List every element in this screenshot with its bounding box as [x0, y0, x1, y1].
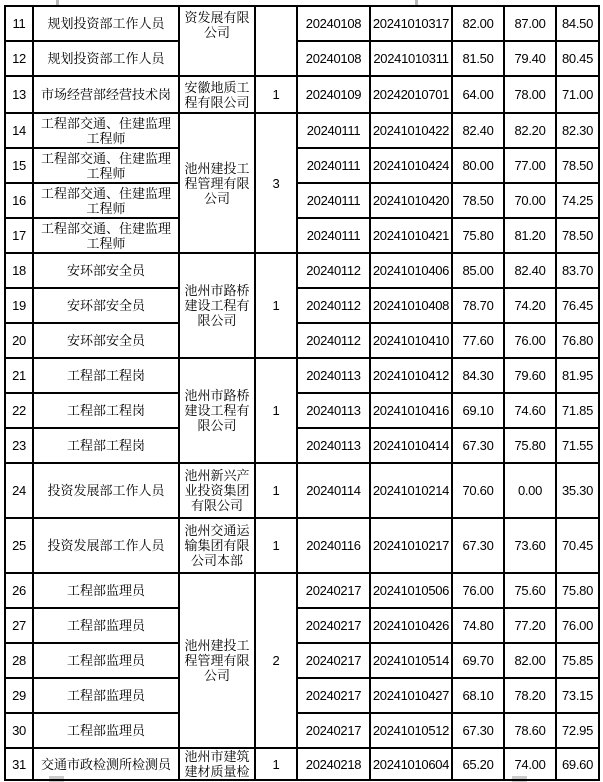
cell-score2: 78.00 [504, 76, 556, 113]
cell-count: 1 [255, 518, 297, 573]
cell-date: 20240113 [297, 428, 370, 463]
cell-row-number: 23 [5, 428, 33, 463]
cell-score1: 67.30 [452, 713, 504, 748]
cell-position: 安环部安全员 [33, 253, 179, 288]
table-row [5, 41, 599, 76]
cell-position: 工程部工程岗 [33, 428, 179, 463]
cell-score1: 84.30 [452, 358, 504, 393]
cell-date: 20240111 [297, 148, 370, 183]
cell-position: 工程部工程岗 [33, 393, 179, 428]
cell-score3: 78.50 [556, 218, 599, 253]
cell-score3: 71.85 [556, 393, 599, 428]
cell-row-number: 20 [5, 323, 33, 358]
cell-row-number: 12 [5, 41, 33, 76]
cell-score3: 76.80 [556, 323, 599, 358]
cell-count: 1 [255, 253, 297, 358]
cell-company: 池州市路桥建设工程有限公司 [179, 358, 255, 463]
cell-position: 工程部监理员 [33, 643, 179, 678]
score-table-body [5, 6, 599, 780]
cell-score3: 80.45 [556, 41, 599, 76]
cell-score3: 76.45 [556, 288, 599, 323]
cell-score3: 35.30 [556, 463, 599, 518]
cell-score2: 82.00 [504, 643, 556, 678]
table-row [5, 358, 599, 393]
cell-date: 20240217 [297, 573, 370, 608]
cell-position: 规划投资部工作人员 [33, 6, 179, 41]
cell-date: 20240111 [297, 183, 370, 218]
cell-company: 池州市路桥建设工程有限公司 [179, 253, 255, 358]
cell-row-number: 24 [5, 463, 33, 518]
cell-code: 20241010317 [370, 6, 452, 41]
cell-position: 工程部工程岗 [33, 358, 179, 393]
table-row [5, 608, 599, 643]
cell-position: 市场经营部经营技术岗 [33, 76, 179, 113]
cell-date: 20240112 [297, 288, 370, 323]
cell-position: 安环部安全员 [33, 288, 179, 323]
cell-row-number: 22 [5, 393, 33, 428]
cell-position: 工程部监理员 [33, 713, 179, 748]
cell-row-number: 18 [5, 253, 33, 288]
cell-date: 20240114 [297, 463, 370, 518]
cell-row-number: 11 [5, 6, 33, 41]
table-row [5, 573, 599, 608]
cell-code: 20241010422 [370, 113, 452, 148]
cell-code: 20241010426 [370, 608, 452, 643]
cell-score1: 76.00 [452, 573, 504, 608]
cell-score2: 76.00 [504, 323, 556, 358]
table-row [5, 183, 599, 218]
cell-date: 20240112 [297, 323, 370, 358]
score-table [4, 5, 600, 781]
cell-position: 安环部安全员 [33, 323, 179, 358]
cell-score3: 76.00 [556, 608, 599, 643]
cell-code: 20241010604 [370, 748, 452, 780]
cell-count: 1 [255, 76, 297, 113]
cell-date: 20240116 [297, 518, 370, 573]
table-row [5, 748, 599, 780]
cell-date: 20240217 [297, 713, 370, 748]
table-row [5, 76, 599, 113]
cell-date: 20240111 [297, 113, 370, 148]
cell-row-number: 27 [5, 608, 33, 643]
cell-row-number: 17 [5, 218, 33, 253]
cell-score2: 79.40 [504, 41, 556, 76]
cell-score2: 73.60 [504, 518, 556, 573]
cell-score3: 74.25 [556, 183, 599, 218]
cell-date: 20240113 [297, 358, 370, 393]
cell-score2: 77.00 [504, 148, 556, 183]
cell-score3: 78.50 [556, 148, 599, 183]
cell-score3: 82.30 [556, 113, 599, 148]
table-row [5, 288, 599, 323]
cell-code: 20241010311 [370, 41, 452, 76]
cell-score1: 64.00 [452, 76, 504, 113]
cell-score1: 67.30 [452, 428, 504, 463]
cell-position: 工程部监理员 [33, 608, 179, 643]
cell-score3: 75.80 [556, 573, 599, 608]
cell-row-number: 26 [5, 573, 33, 608]
cell-company: 池州市建筑建材质量检 [179, 748, 255, 780]
cell-score2: 0.00 [504, 463, 556, 518]
table-row [5, 518, 599, 573]
cell-score1: 85.00 [452, 253, 504, 288]
cell-row-number: 30 [5, 713, 33, 748]
cell-code: 20241010514 [370, 643, 452, 678]
cell-score3: 71.00 [556, 76, 599, 113]
cell-date: 20240217 [297, 678, 370, 713]
cell-score2: 75.80 [504, 428, 556, 463]
cell-row-number: 13 [5, 76, 33, 113]
cell-row-number: 25 [5, 518, 33, 573]
cell-code: 20241010416 [370, 393, 452, 428]
cell-company: 资发展有限公司 [179, 6, 255, 76]
cell-position: 工程部交通、住建监理工程师 [33, 113, 179, 148]
cell-score1: 67.30 [452, 518, 504, 573]
cell-position: 工程部交通、住建监理工程师 [33, 218, 179, 253]
table-row [5, 643, 599, 678]
cell-score3: 84.50 [556, 6, 599, 41]
cell-row-number: 14 [5, 113, 33, 148]
table-row [5, 148, 599, 183]
cell-code: 20241010412 [370, 358, 452, 393]
cell-date: 20240218 [297, 748, 370, 780]
cell-score2: 82.40 [504, 253, 556, 288]
cell-position: 规划投资部工作人员 [33, 41, 179, 76]
cell-date: 20240111 [297, 218, 370, 253]
table-row [5, 393, 599, 428]
cell-score3: 69.60 [556, 748, 599, 780]
cell-score1: 78.70 [452, 288, 504, 323]
cell-row-number: 16 [5, 183, 33, 218]
cell-score1: 78.50 [452, 183, 504, 218]
cell-row-number: 31 [5, 748, 33, 780]
cell-score3: 83.70 [556, 253, 599, 288]
cell-score1: 74.80 [452, 608, 504, 643]
cell-score1: 68.10 [452, 678, 504, 713]
cell-code: 20241010214 [370, 463, 452, 518]
cell-code: 20241010506 [370, 573, 452, 608]
cell-score3: 75.85 [556, 643, 599, 678]
cell-code: 20241010424 [370, 148, 452, 183]
cell-score1: 80.00 [452, 148, 504, 183]
cell-date: 20240217 [297, 643, 370, 678]
cell-score2: 78.60 [504, 713, 556, 748]
cell-score2: 87.00 [504, 6, 556, 41]
cell-date: 20240109 [297, 76, 370, 113]
table-row [5, 428, 599, 463]
cell-score1: 69.70 [452, 643, 504, 678]
cell-count: 1 [255, 358, 297, 463]
cell-code: 20242010701 [370, 76, 452, 113]
cell-code: 20241010410 [370, 323, 452, 358]
cell-score2: 77.20 [504, 608, 556, 643]
cell-row-number: 19 [5, 288, 33, 323]
cell-score1: 70.60 [452, 463, 504, 518]
cell-score2: 70.00 [504, 183, 556, 218]
cell-position: 工程部交通、住建监理工程师 [33, 148, 179, 183]
cell-company: 安徽地质工程有限公司 [179, 76, 255, 113]
cell-count: 2 [255, 573, 297, 748]
cell-position: 投资发展部工作人员 [33, 518, 179, 573]
cell-score3: 73.15 [556, 678, 599, 713]
table-row [5, 6, 599, 41]
cell-count [255, 6, 297, 76]
cell-date: 20240108 [297, 41, 370, 76]
cell-score2: 82.20 [504, 113, 556, 148]
cell-score2: 81.20 [504, 218, 556, 253]
cell-row-number: 29 [5, 678, 33, 713]
cell-company: 池州建投工程管理有限公司 [179, 113, 255, 253]
cell-row-number: 15 [5, 148, 33, 183]
cell-score1: 77.60 [452, 323, 504, 358]
cell-score1: 82.00 [452, 6, 504, 41]
cell-code: 20241010421 [370, 218, 452, 253]
cell-date: 20240113 [297, 393, 370, 428]
cell-date: 20240108 [297, 6, 370, 41]
cell-score3: 81.95 [556, 358, 599, 393]
cell-score2: 74.60 [504, 393, 556, 428]
cell-position: 工程部监理员 [33, 573, 179, 608]
cell-code: 20241010512 [370, 713, 452, 748]
table-row [5, 678, 599, 713]
cell-code: 20241010408 [370, 288, 452, 323]
cell-code: 20241010427 [370, 678, 452, 713]
cell-score3: 72.95 [556, 713, 599, 748]
cell-date: 20240112 [297, 253, 370, 288]
cell-company: 池州建投工程管理有限公司 [179, 573, 255, 748]
cell-score3: 70.45 [556, 518, 599, 573]
cell-position: 投资发展部工作人员 [33, 463, 179, 518]
cell-count: 1 [255, 748, 297, 780]
cell-score1: 69.10 [452, 393, 504, 428]
cell-row-number: 21 [5, 358, 33, 393]
cell-company: 池州交通运输集团有限公司本部 [179, 518, 255, 573]
table-row [5, 113, 599, 148]
table-row [5, 463, 599, 518]
cell-score1: 81.50 [452, 41, 504, 76]
cell-code: 20241010217 [370, 518, 452, 573]
cell-count: 1 [255, 463, 297, 518]
cell-score2: 79.60 [504, 358, 556, 393]
cell-score2: 75.60 [504, 573, 556, 608]
cell-code: 20241010414 [370, 428, 452, 463]
table-row [5, 218, 599, 253]
cell-position: 交通市政检测所检测员 [33, 748, 179, 780]
table-row [5, 253, 599, 288]
cell-score2: 78.20 [504, 678, 556, 713]
cell-row-number: 28 [5, 643, 33, 678]
table-row [5, 323, 599, 358]
cell-position: 工程部交通、住建监理工程师 [33, 183, 179, 218]
cell-score1: 75.80 [452, 218, 504, 253]
cell-score2: 74.00 [504, 748, 556, 780]
cell-count: 3 [255, 113, 297, 253]
cell-date: 20240217 [297, 608, 370, 643]
cell-score1: 65.20 [452, 748, 504, 780]
cell-company: 池州新兴产业投资集团有限公司 [179, 463, 255, 518]
cell-code: 20241010406 [370, 253, 452, 288]
table-row [5, 713, 599, 748]
cell-position: 工程部监理员 [33, 678, 179, 713]
cell-score2: 74.20 [504, 288, 556, 323]
cell-score1: 82.40 [452, 113, 504, 148]
cell-score3: 71.55 [556, 428, 599, 463]
cell-code: 20241010420 [370, 183, 452, 218]
